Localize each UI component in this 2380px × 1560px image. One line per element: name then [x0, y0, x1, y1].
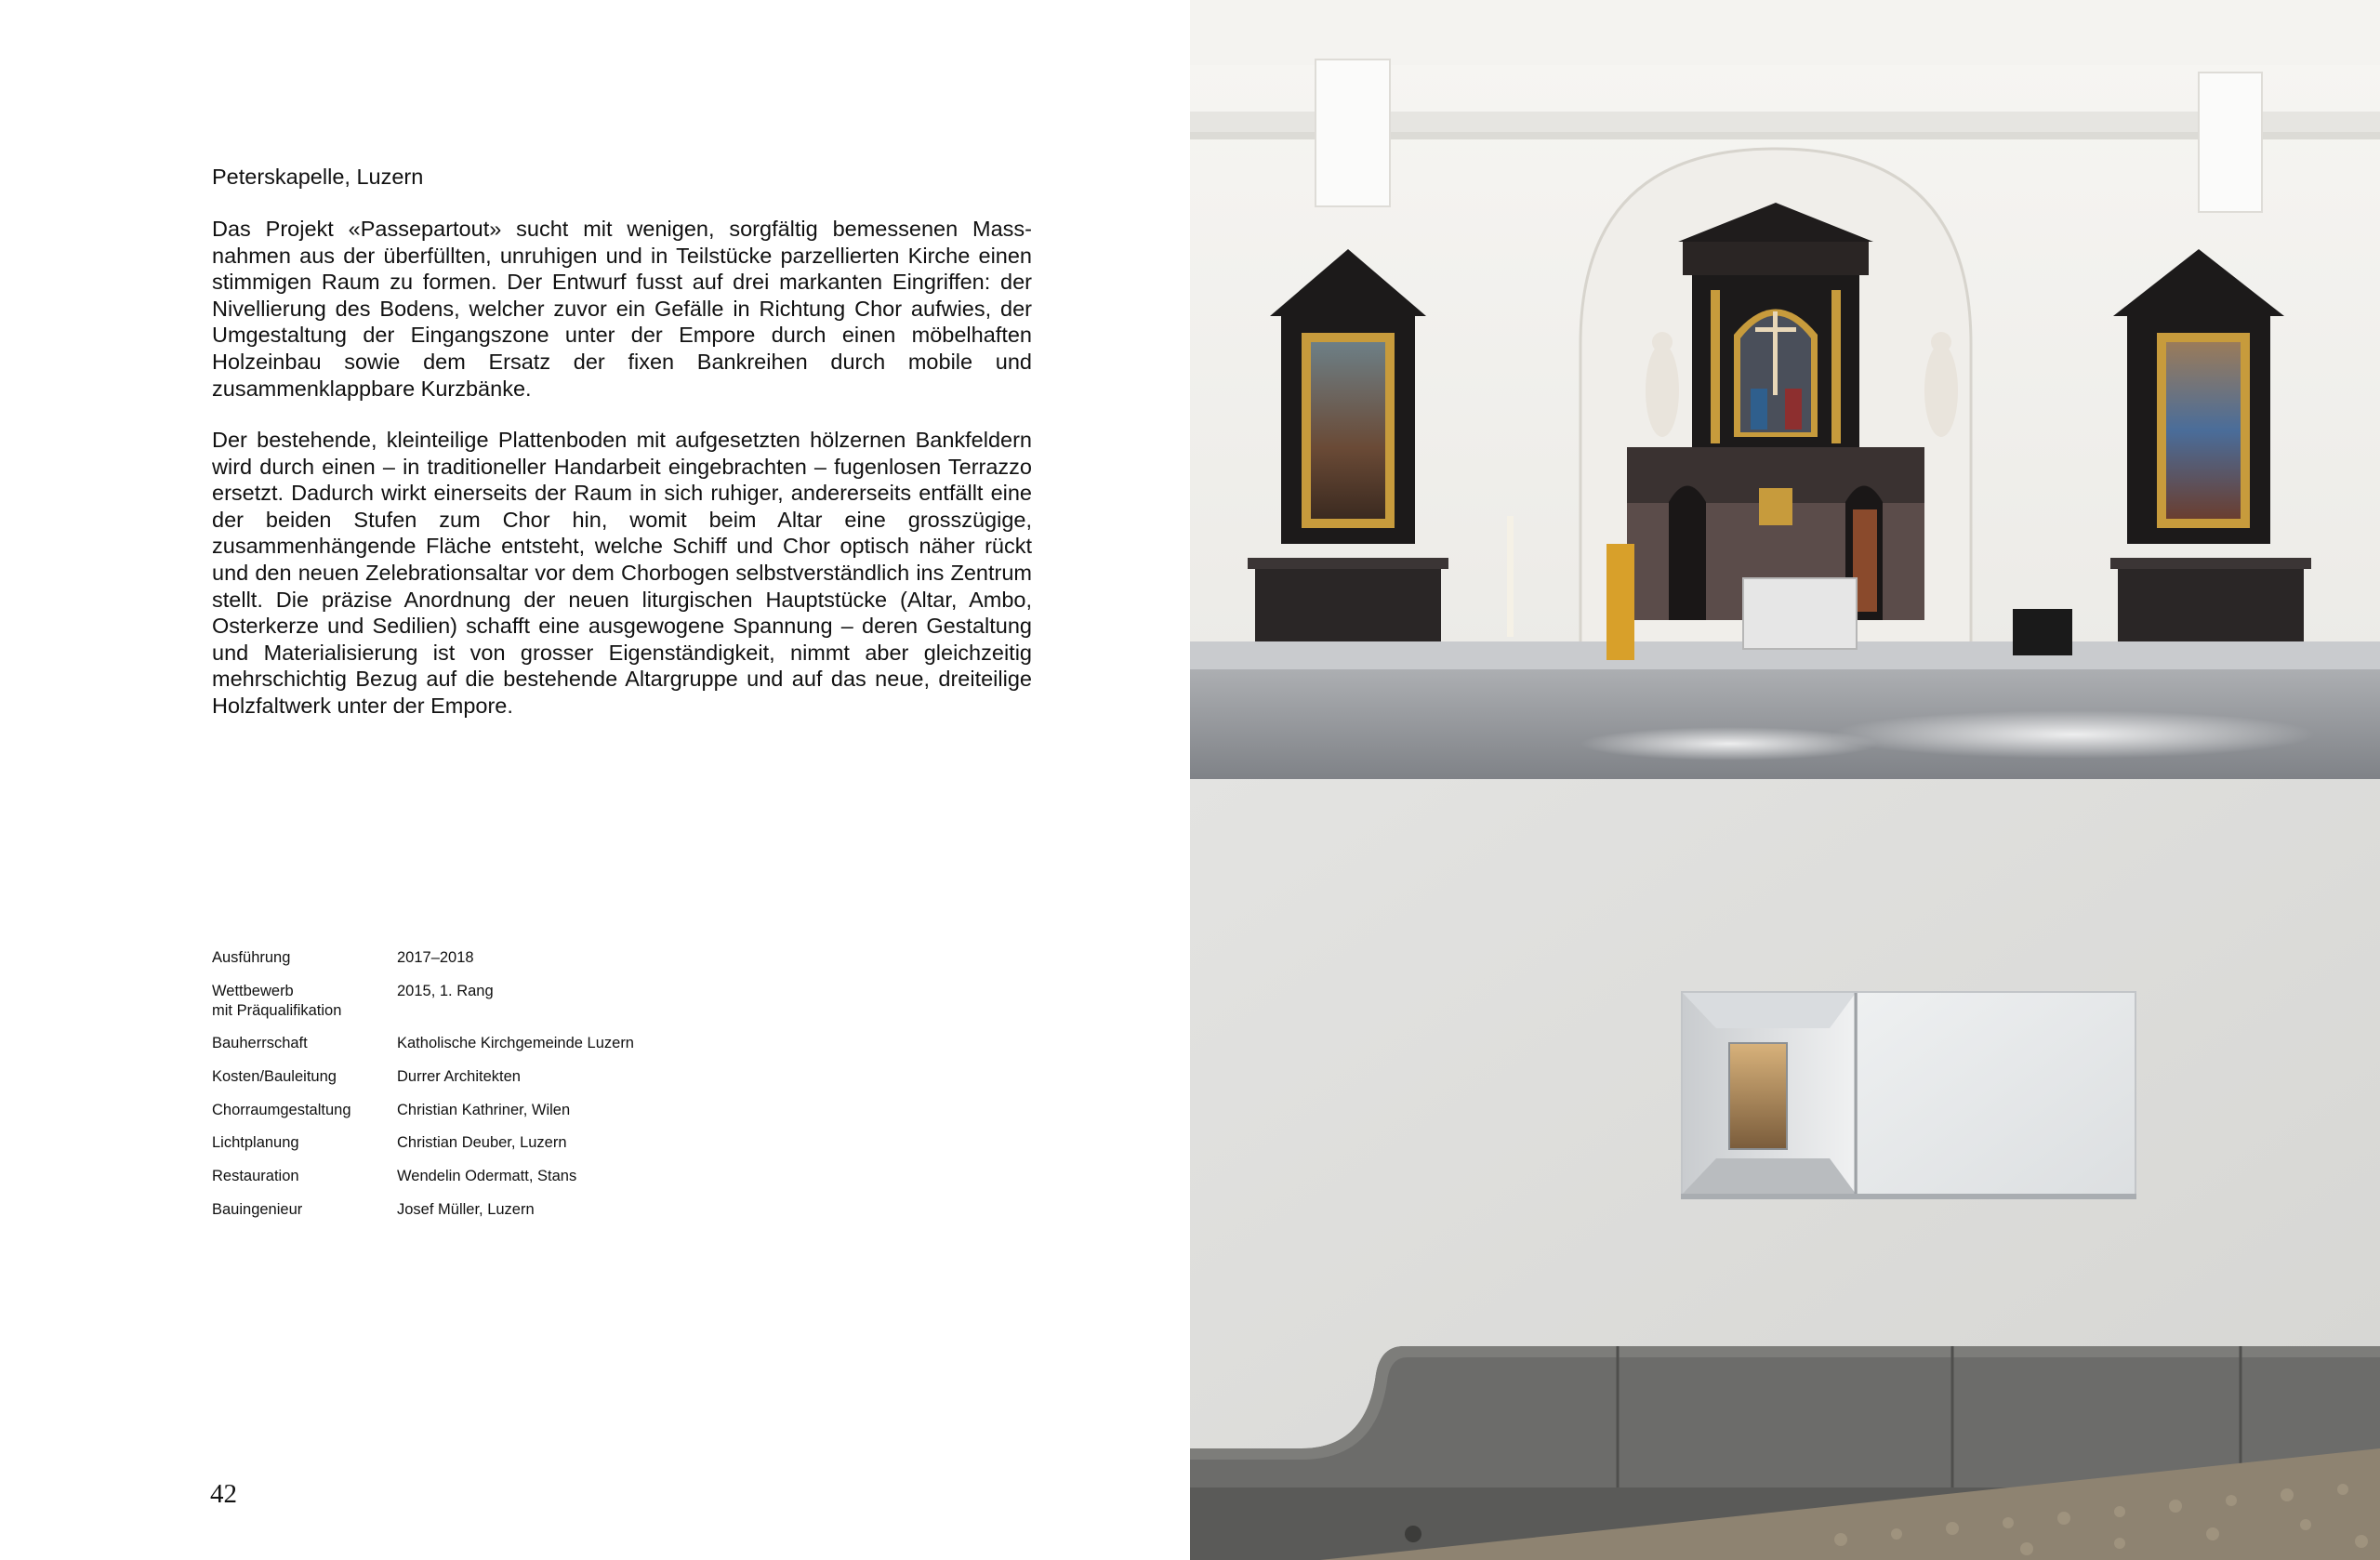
- side-altar-left-base: [1255, 558, 1441, 646]
- credit-value: Josef Müller, Luzern: [397, 1201, 535, 1218]
- credit-label: Bauingenieur: [212, 1201, 303, 1218]
- credit-value: Katholische Kirchgemeinde Luzern: [397, 1035, 634, 1051]
- credit-label: Restauration: [212, 1168, 299, 1184]
- credit-value: 2015, 1. Rang: [397, 983, 494, 999]
- exterior-photo: [1190, 779, 2380, 1560]
- credit-value: Wendelin Odermatt, Stans: [397, 1168, 577, 1184]
- interior-photo: [1190, 0, 2380, 779]
- celebration-altar: [1743, 578, 1857, 649]
- ceiling: [1190, 0, 2380, 65]
- body-paragraph-1: Das Projekt «Passepartout» sucht mit wenigen, sorgfältig bemessenen Massnahmen aus der überfüllten, unruhigen und in Teilstücke parzellierten Kirche einen stimmigen Raum zu formen. Der Entwurf fusst auf drei markanten Eingriffen: der Nivellierung des Bodens, welcher zuvor ein Gefälle in Richtung Chor aufwies, der Umgestaltung der Eingangszone unter der Empore durch einen möbelhaften Holzeinbau sowie dem Ersatz der fixen Bankreihen durch mobile und zusammenklappbare Kurzbänke.: [212, 217, 1032, 401]
- page-title: Peterskapelle, Luzern: [212, 165, 424, 189]
- tabernacle: [1759, 488, 1792, 525]
- page-number: 42: [210, 1479, 237, 1509]
- credit-label: Chorraumgestaltung: [212, 1102, 351, 1118]
- easter-candle: [1507, 516, 1514, 637]
- body-paragraph-2: Der bestehende, kleinteilige Plattenboden mit aufgesetzten hölzernen Bankfeldern wird durch einen – in traditioneller Handarbeit eingebrachten – fugenlosen Terrazzo ersetzt. Dadurch wirkt einerseits der Raum in sich ruhiger, andererseits entfällt eine der beiden Stufen zum Chor hin, womit beim Altar eine grosszügige, zusammenhängende Fläche entsteht, welche Schiff und Chor optisch näher rückt und den neuen Zelebrationsaltar vor dem Chorbogen selbstverständlich ins Zentrum stellt. Die präzise Anordnung der neuen liturgischen Hauptstücke (Altar, Ambo, Osterkerze und Sedilien) schafft eine ausgewogene Spannung – deren Gestaltung und Materialisierung ist von grosser Eigenständigkeit, nimmt aber gleichzeitig mehrschichtig Bezug auf die bestehende Altargruppe und auf das neue, dreiteilige Holzfaltwerk unter der Empore.: [212, 428, 1032, 718]
- credit-value: Christian Kathriner, Wilen: [397, 1102, 571, 1118]
- pendant-light-left: [1316, 59, 1390, 206]
- window-glass-pane: [1858, 993, 2135, 1194]
- statue-right: [1924, 344, 1958, 437]
- credit-value: 2017–2018: [397, 949, 474, 966]
- painting-left: [1311, 342, 1385, 519]
- pendant-light-right: [2199, 73, 2262, 212]
- sedilia: [2013, 609, 2072, 655]
- side-altar-right-base: [2118, 558, 2304, 646]
- credit-label: Lichtplanung: [212, 1134, 299, 1151]
- credit-label: Bauherrschaft: [212, 1035, 308, 1051]
- credit-label: Kosten/Bauleitung: [212, 1068, 337, 1085]
- right-page: [1190, 0, 2380, 1560]
- credit-label: Wettbewerb mit Präqualifikation: [212, 983, 342, 1019]
- credit-label: Ausführung: [212, 949, 291, 966]
- drain-vent: [1405, 1526, 1421, 1542]
- ambo-wooden: [1606, 544, 1634, 660]
- credit-value: Durrer Architekten: [397, 1068, 521, 1085]
- statue-left: [1646, 344, 1679, 437]
- painting-right: [2166, 342, 2241, 519]
- left-door-arch: [1669, 486, 1706, 621]
- sunlight-patch: [1831, 710, 2315, 759]
- credit-value: Christian Deuber, Luzern: [397, 1134, 567, 1151]
- window-opening: [1729, 1043, 1787, 1149]
